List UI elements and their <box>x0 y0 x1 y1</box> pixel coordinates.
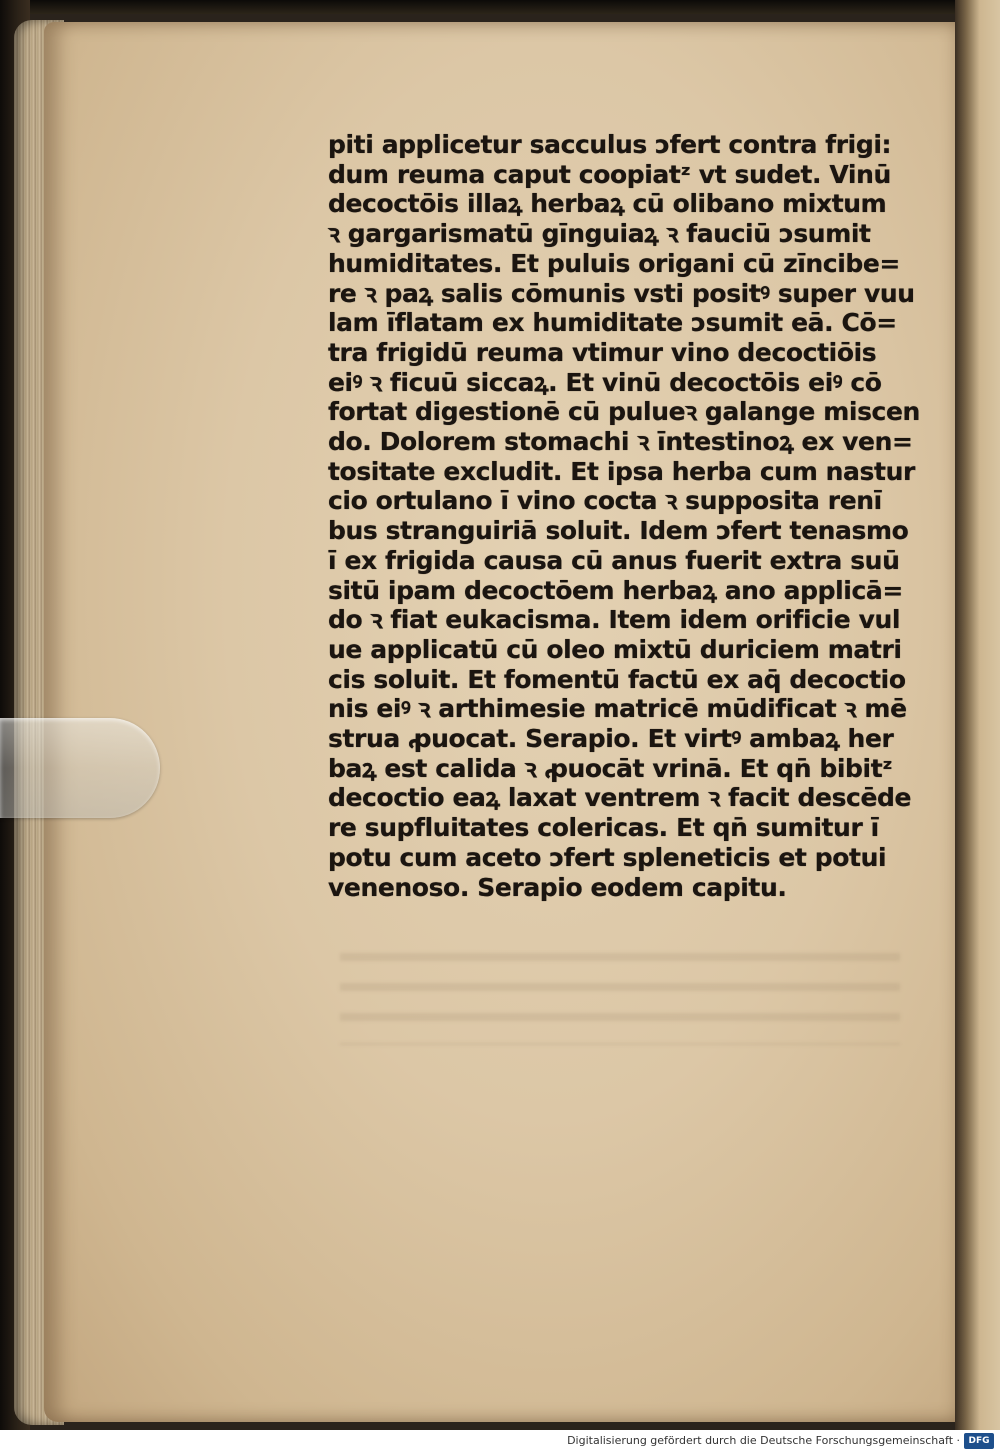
text-line: fortat digestionē cū pulueꝛ galange miscen <box>328 397 920 427</box>
text-line: nis eiꝰ ꝛ arthimesie matricē mūdificat ꝛ mē <box>328 694 907 724</box>
show-through-text <box>340 935 900 1045</box>
text-line: potu cum aceto ↄfert spleneticis et potui <box>328 842 887 872</box>
text-line: ī ex frigida causa cū anus fuerit extra suū <box>328 545 900 575</box>
text-line: dum reuma caput coopiatᶻ vt sudet. Vinū <box>328 159 891 189</box>
text-line: do ꝛ fiat eukacisma. Item idem orificie vul <box>328 605 901 635</box>
text-line: bus stranguiriā soluit. Idem ↄfert tenasmo <box>328 516 909 546</box>
text-line: sitū ipam decoctōem herbaꝝ ano applicā= <box>328 575 903 605</box>
text-line: decoctio eaꝝ laxat ventrem ꝛ facit descēde <box>328 783 912 813</box>
book-gutter-right <box>955 0 1000 1430</box>
book-top-edge <box>0 0 1000 14</box>
text-line: humiditates. Et puluis origani cū zīncibe= <box>328 248 900 278</box>
digitization-footer <box>0 1430 1000 1453</box>
text-line: do. Dolorem stomachi ꝛ īntestinoꝝ ex ven= <box>328 427 913 457</box>
footer-credit-text: Digitalisierung gefördert durch die Deutsche Forschungsgemeinschaft · <box>567 1434 960 1447</box>
dfg-logo-icon[interactable]: DFG <box>964 1433 994 1449</box>
text-line: re supfluitates colericas. Et qn̄ sumitur ī <box>328 813 879 843</box>
text-line: ꝛ gargarismatū gīnguiaꝝ ꝛ fauciū ↄsumit <box>328 219 871 249</box>
text-line: re ꝛ paꝝ salis cōmunis vsti positꝰ super vuu <box>328 278 915 308</box>
plastic-page-clip <box>0 718 160 818</box>
text-line: tra frigidū reuma vtimur vino decoctiōis <box>328 337 877 367</box>
text-line: eiꝰ ꝛ ficuū siccaꝝ. Et vinū decoctōis eiꝰ cō <box>328 367 882 397</box>
text-line: baꝝ est calida ꝛ ꝓuocāt vrinā. Et qn̄ bibitᶻ <box>328 753 893 783</box>
text-line: strua ꝓuocat. Serapio. Et virtꝰ ambaꝝ her <box>328 724 894 754</box>
text-line: cio ortulano ī vino cocta ꝛ supposita renī <box>328 486 882 516</box>
text-line: piti applicetur sacculus ↄfert contra frigi: <box>328 130 892 159</box>
text-line: tositate excludit. Et ipsa herba cum nastur <box>328 456 915 486</box>
text-line: decoctōis illaꝝ herbaꝝ cū olibano mixtum <box>328 189 887 219</box>
text-line: cis soluit. Et fomentū factū ex aq̄ decoctio <box>328 664 906 694</box>
text-line: venenoso. Serapio eodem capitu. <box>328 872 787 902</box>
text-line: lam īflatam ex humiditate ↄsumit eā. Cō= <box>328 308 897 338</box>
page-text-block <box>328 130 920 902</box>
text-line: ue applicatū cū oleo mixtū duriciem matri <box>328 634 902 664</box>
